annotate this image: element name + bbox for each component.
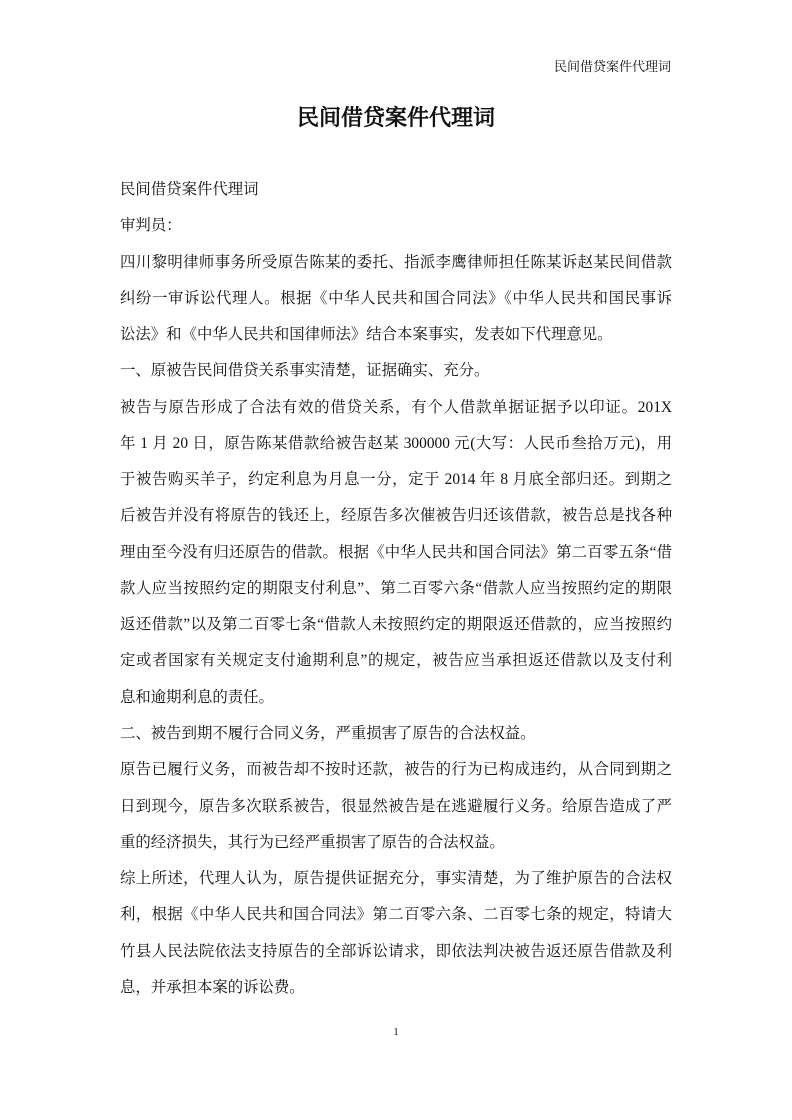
paragraph-section-1 [120, 390, 672, 716]
body-line: 四川黎明律师事务所受原告陈某的委托、指派李鹰律师担任陈某诉赵某民间借款 [120, 253, 672, 271]
paragraph-salutation [120, 208, 672, 244]
body-line: 于被告购买羊子，约定利息为月息一分，定于 2014 年 8 月底全部归还。到期之 [120, 471, 672, 489]
body-line: 综上所述，代理人认为，原告提供证据充分，事实清楚，为了维护原告的合法权 [120, 870, 672, 888]
body-line: 年 1 月 20 日，原告陈某借款给被告赵某 300000 元(大写：人民币叁拾万元)，用 [120, 434, 672, 452]
section-heading-2 [120, 716, 672, 752]
body-line: 一、原被告民间借贷关系事实清楚，证据确实、充分。 [120, 362, 490, 380]
page-number: 1 [393, 1026, 399, 1038]
paragraph-subtitle [120, 172, 672, 208]
body-line: 后被告并没有将原告的钱还上，经原告多次催被告归还该借款，被告总是找各种 [120, 507, 672, 525]
body-line: 理由至今没有归还原告的借款。根据《中华人民共和国合同法》第二百零五条“借 [120, 543, 672, 561]
paragraph-conclusion [120, 861, 672, 1006]
body-line: 重的经济损失，其行为已经严重损害了原告的合法权益。 [120, 833, 505, 851]
body-line: 定或者国家有关规定支付逾期利息”的规定，被告应当承担返还借款以及支付利 [120, 652, 672, 670]
body-line: 款人应当按照约定的期限支付利息”、第二百零六条“借款人应当按照约定的期限 [120, 579, 672, 597]
section-heading-1 [120, 353, 672, 389]
body-line: 原告已履行义务，而被告却不按时还款，被告的行为已构成违约，从合同到期之 [120, 761, 672, 779]
body-line: 二、被告到期不履行合同义务，严重损害了原告的合法权益。 [120, 724, 536, 742]
body-line: 息，并承担本案的诉讼费。 [120, 978, 305, 996]
document-title: 民间借贷案件代理词 [296, 105, 495, 130]
body-line: 息和逾期利息的责任。 [120, 688, 274, 706]
body-line: 日到现今，原告多次联系被告，很显然被告是在逃避履行义务。给原告造成了严 [120, 797, 672, 815]
body-line: 讼法》和《中华人民共和国律师法》结合本案事实，发表如下代理意见。 [120, 326, 613, 344]
body-line: 审判员： [120, 217, 182, 235]
document-body [120, 172, 672, 1006]
body-line: 返还借款”以及第二百零七条“借款人未按照约定的期限返还借款的，应当按照约 [120, 616, 672, 634]
body-line: 利，根据《中华人民共和国合同法》第二百零六条、二百零七条的规定，特请大 [120, 906, 672, 924]
body-line: 被告与原告形成了合法有效的借贷关系，有个人借款单据证据予以印证。201X [120, 398, 672, 416]
paragraph-section-2 [120, 752, 672, 861]
body-line: 竹县人民法院依法支持原告的全部诉讼请求，即依法判决被告返还原告借款及利 [120, 942, 672, 960]
running-header: 民间借贷案件代理词 [553, 59, 671, 74]
body-line: 纠纷一审诉讼代理人。根据《中华人民共和国合同法》《中华人民共和国民事诉 [120, 289, 672, 307]
body-line: 民间借贷案件代理词 [120, 181, 259, 198]
paragraph-intro [120, 245, 672, 354]
